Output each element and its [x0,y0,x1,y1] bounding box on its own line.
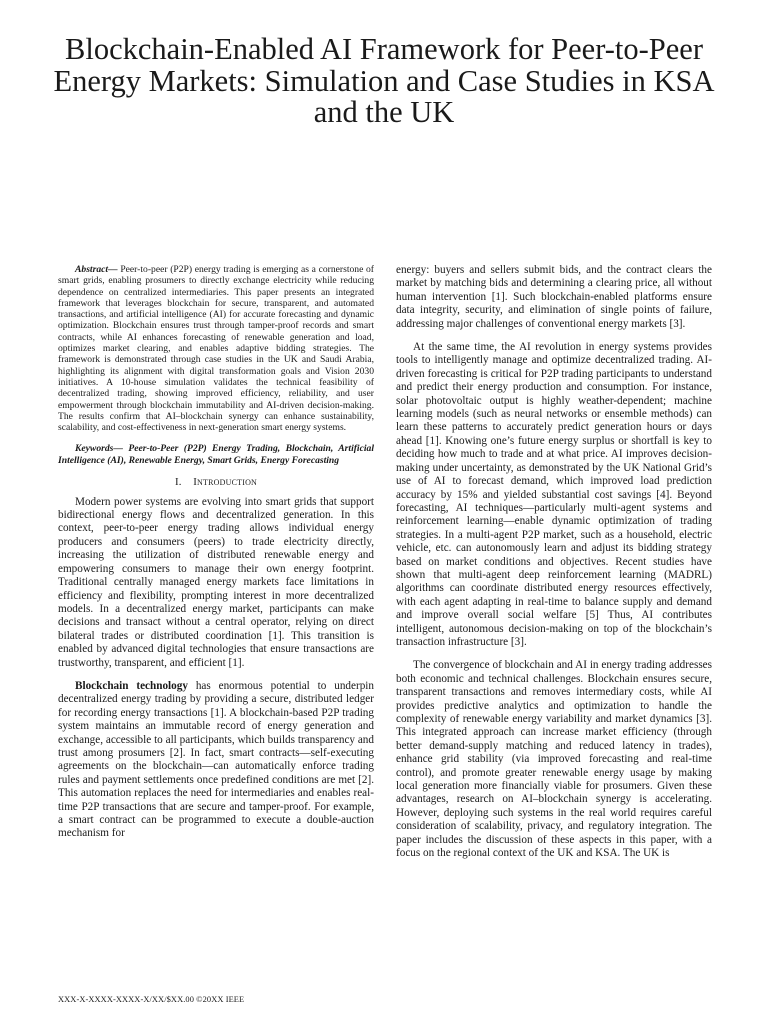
keywords [58,443,374,466]
intro-paragraph-5: The convergence of blockchain and AI in energy trading addresses both economic and technical challenges. Blockchain ensures secure, transparent transactions and removes intermediary costs, while AI provides predictive analytics and optimization to handle the complexity of renewable energy variability and market dynamics [3]. This integrated approach can increase market efficiency (through better demand-supply matching and reduced latency in trades), enhance grid stability (via improved forecasting and real-time control), and promote greater renewable energy usage by making local generation more financially viable for prosumers. Given these advantages, research on AI–blockchain synergy is accelerating. However, deploying such systems in the real world requires careful consideration of scalability, privacy, and regulatory integration. The paper includes the discussion of these aspects in this paper, with a focus on the regional context of the UK and KSA. The UK is [396,659,712,860]
intro-paragraph-3: energy: buyers and sellers submit bids, and the contract clears the market by matching bids and determining a clearing price, all without human intervention [1]. Such blockchain-enabled platforms ensure data integrity, security, and elimination of single points of failure, addressing major challenges of conventional energy markets [3]. [396,264,712,330]
abstract-text: Peer-to-peer (P2P) energy trading is emerging as a cornerstone of smart grids, enabling prosumers to directly exchange electricity while reducing dependence on centralized intermediaries. This paper presents an integrated framework that leverages blockchain for secure, transparent, and automated transactions, and artificial intelligence (AI) for accurate forecasting and dynamic optimization. Blockchain ensures trust through tamper-proof records and smart contracts, while AI enhances forecasting of renewable generation and load, optimizes market clearing, and enables adaptive bidding strategies. The framework is demonstrated through case studies in the UK and Saudi Arabia, highlighting its alignment with digital transformation goals and Vision 2030 initiatives. A 10-house simulation validates the technical feasibility of decentralized trading, showing improved efficiency, reliability, and user empowerment through blockchain immutability and AI-driven decision-making. The results confirm that AI–blockchain synergy can enhance sustainability, scalability, and cost-effectiveness in next-generation smart energy systems. [58,264,374,434]
intro-paragraph-2-bold: Blockchain technology [75,679,188,692]
intro-paragraph-2-text: has enormous potential to underpin decentralized energy trading by providing a secure, distributed ledger for recording energy transactions [1]. A blockchain-based P2P trading system maintains an immutable record of energy generation and exchange, accessible to all participants, which builds transparency and trust among prosumers [2]. In fact, smart contracts—self-executing agreements on the blockchain—can automatically enforce trading rules and payment settlements once predefined conditions are met [2]. This automation replaces the need for intermediaries and enables real-time P2P transactions that are secure and tamper-proof. For example, a smart contract can be programmed to execute a double-auction mechanism for [58,679,375,840]
copyright-footer: XXX-X-XXXX-XXXX-X/XX/$XX.00 ©20XX IEEE [58,995,245,1004]
paper-title: Blockchain-Enabled AI Framework for Peer-to-Peer Energy Markets: Simulation and Case Studies in KSA and the UK [53,32,715,129]
abstract [58,264,374,433]
keywords-label: Keywords— [75,443,123,455]
keywords-text: Peer-to-Peer (P2P) Energy Trading, Blockchain, Artificial Intelligence (AI), Renewable Energy, Smart Grids, Energy Forecasting [58,443,374,466]
intro-paragraph-1: Modern power systems are evolving into smart grids that support bidirectional energy flows and decentralized generation. In this context, peer-to-peer energy trading allows individual energy producers and consumers (peers) to trade electricity directly, increasing the utilization of distributed renewable energy and empowering consumers to manage their own energy footprint. Traditional centrally managed energy markets face limitations in efficiency and flexibility, prompting interest in more decentralized models. In a decentralized energy market, participants can make decisions and transact without a central operator, relying on direct bilateral trades or distributed coordination [1]. This transition is enabled by advanced digital technologies that ensure transactions are trustworthy, transparent, and efficient [1]. [58,495,374,669]
abstract-label: Abstract— [75,264,118,275]
section-title: Introduction [193,476,258,489]
left-column [58,264,374,841]
section-heading-introduction [58,476,374,489]
right-column [396,264,712,860]
section-number: I. [174,476,182,489]
intro-paragraph-4: At the same time, the AI revolution in energy systems provides tools to intelligently manage and optimize decentralized trading. AI-driven forecasting is critical for P2P trading participants to understand and predict their energy production and consumption. For instance, solar photovoltaic output is highly weather-dependent; machine learning models (such as neural networks or ensemble methods) can learn these patterns to accurately predict generation hours or days ahead [1]. Knowing one’s future energy surplus or shortfall is key to deciding how much to trade and at what price. AI improves decision-making under uncertainty, as demonstrated by the UK National Grid’s use of AI to forecast demand, which improved load prediction accuracy by 15% and yielded substantial cost savings [4]. Beyond forecasting, AI techniques—particularly multi-agent systems and reinforcement learning—enable dynamic optimization of trading strategies. In a multi-agent P2P market, such as a household, electric vehicle, etc. can autonomously learn and adjust its bidding strategy based on market conditions and objectives. Recent studies have shown that multi-agent deep reinforcement learning (MADRL) algorithms can coordinate distributed energy resources effectively, with each agent adapting in real-time to balance supply and demand and improve overall social welfare [5] Thus, AI contributes intelligent, autonomous decision-making on top of the blockchain’s transaction infrastructure [3]. [396,341,712,648]
intro-paragraph-2 [58,680,374,841]
